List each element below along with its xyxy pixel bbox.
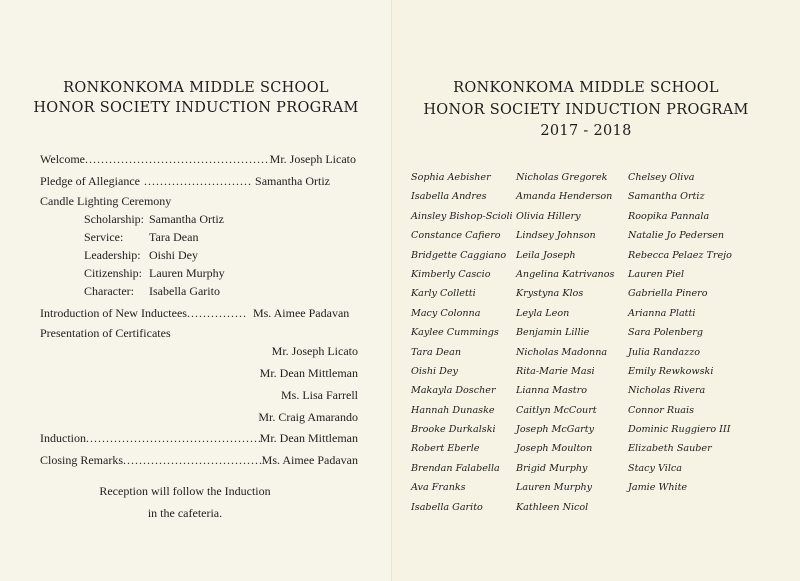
inductee-name: Natalie Jo Pedersen [628, 230, 725, 242]
inductee-name: Bridgette Caggiano [411, 249, 507, 261]
candle-name: Samantha Ortiz [149, 212, 224, 226]
inductee-name: Rebecca Pelaez Trejo [628, 249, 732, 261]
inductee-name: Stacy Vilca [628, 462, 682, 474]
inductee-name: Makayla Doscher [411, 385, 496, 397]
welcome-label: Welcome [40, 152, 86, 166]
candle-name: Lauren Murphy [149, 266, 225, 280]
inductee-name: Constance Cafiero [411, 230, 501, 242]
candle-role: Citizenship: [84, 266, 142, 280]
inductee-name: Arianna Platti [628, 307, 696, 319]
inductee-name: Krystyna Klos [516, 288, 584, 300]
program-title: HONOR SOCIETY INDUCTION PROGRAM [33, 100, 359, 116]
inductee-name: Ava Franks [411, 482, 466, 494]
inductee-name: Rita-Marie Masi [516, 365, 595, 377]
school-year: 2017 - 2018 [540, 123, 632, 139]
pledge-label: Pledge of Allegiance [40, 174, 140, 188]
inductee-name: Amanda Henderson [516, 191, 613, 203]
inductee-name: Ainsley Bishop-Scioli [411, 210, 513, 222]
inductee-name: Brendan Falabella [411, 462, 500, 474]
inductee-name: Isabella Garito [411, 501, 483, 513]
welcome-line [40, 152, 356, 167]
induction-line [40, 431, 358, 446]
inductee-name: Emily Rewkowski [628, 365, 714, 377]
inductee-name: Hannah Dunaske [411, 404, 495, 416]
inductee-name: Brooke Durkalski [411, 424, 496, 436]
inductee-name: Oishi Dey [411, 365, 458, 377]
leader-dots [187, 306, 247, 321]
inductee-name: Angelina Katrivanos [516, 268, 615, 280]
reception-note: Reception will follow the Induction [99, 484, 271, 498]
inductee-name: Sophia Aebisher [411, 172, 491, 183]
inductee-name: Julia Randazzo [628, 346, 701, 358]
inductee-name: Gabriella Pinero [628, 288, 708, 300]
inductee-name: Lindsey Johnson [516, 230, 596, 242]
inductee-name: Robert Eberle [411, 443, 480, 455]
inductee-name: Joseph McGarty [516, 424, 595, 436]
inductee-name: Lauren Murphy [516, 482, 593, 494]
candle-role: Scholarship: [84, 212, 144, 226]
inductee-name: Chelsey Oliva [628, 172, 695, 183]
certificates-heading: Presentation of Certificates [40, 326, 171, 340]
inductee-name: Joseph Moulton [516, 443, 593, 455]
closing-speaker: Ms. Aimee Padavan [261, 453, 358, 467]
school-title: RONKONKOMA MIDDLE SCHOOL [453, 80, 719, 96]
presenter: Mr. Craig Amarando [258, 410, 358, 424]
inductee-column-3 [628, 168, 732, 498]
inductee-name: Lianna Mastro [516, 385, 587, 397]
program-page [0, 0, 392, 581]
leader-dots [144, 174, 251, 189]
closing-label: Closing Remarks [40, 453, 123, 467]
inductee-name: Elizabeth Sauber [628, 443, 712, 455]
inductee-name: Nicholas Rivera [628, 385, 706, 397]
inductee-name: Dominic Ruggiero III [628, 424, 731, 436]
inductee-name: Isabella Andres [411, 191, 487, 203]
school-title: RONKONKOMA MIDDLE SCHOOL [63, 80, 329, 96]
pledge-speaker: Samantha Ortiz [255, 174, 330, 188]
inductee-name: Kimberly Cascio [411, 268, 491, 280]
inductee-name: Roopika Pannala [628, 210, 710, 222]
candle-role: Leadership: [84, 248, 141, 262]
inductee-name: Connor Ruais [628, 404, 694, 416]
inductee-name: Leila Joseph [516, 249, 576, 261]
candle-heading: Candle Lighting Ceremony [40, 194, 172, 208]
inductee-name: Olivia Hillery [516, 210, 581, 222]
intro-label: Introduction of New Inductees [40, 306, 187, 320]
inductee-name: Samantha Ortiz [628, 191, 705, 203]
inductee-name: Leyla Leon [516, 307, 570, 319]
inductee-name: Sara Polenberg [628, 327, 703, 339]
presenter: Ms. Lisa Farrell [281, 388, 358, 402]
leader-dots [85, 152, 270, 167]
closing-line [40, 453, 358, 468]
inductee-name: Jamie White [628, 482, 688, 494]
candle-name: Isabella Garito [149, 284, 220, 298]
candle-role: Service: [84, 230, 124, 244]
leader-dots [123, 453, 262, 468]
pledge-line [40, 174, 330, 189]
inductee-name: Kathleen Nicol [516, 501, 589, 513]
inductee-name: Benjamin Lillie [516, 327, 590, 339]
reception-location: in the cafeteria. [147, 506, 223, 520]
program-title: HONOR SOCIETY INDUCTION PROGRAM [423, 102, 749, 118]
induction-speaker: Mr. Dean Mittleman [259, 431, 358, 445]
leader-dots [86, 431, 260, 446]
inductee-name: Karly Colletti [411, 288, 476, 300]
presenter: Mr. Joseph Licato [271, 344, 358, 358]
presenter: Mr. Dean Mittleman [259, 366, 358, 380]
intro-speaker: Ms. Aimee Padavan [252, 306, 350, 320]
candle-name: Oishi Dey [149, 248, 198, 262]
inductee-name: Nicholas Madonna [516, 346, 608, 358]
induction-label: Induction [40, 431, 86, 445]
inductee-name: Kaylee Cummings [411, 327, 499, 339]
inductee-name: Brigid Murphy [516, 462, 588, 474]
inductee-column-1 [411, 168, 513, 517]
inductee-name: Caitlyn McCourt [516, 404, 597, 416]
roster-page [392, 0, 800, 581]
candle-role: Character: [84, 284, 134, 298]
inductee-name: Lauren Piel [628, 268, 685, 280]
inductee-name: Tara Dean [411, 346, 461, 358]
inductee-name: Macy Colonna [411, 307, 481, 319]
inductee-column-2 [516, 168, 614, 517]
inductee-name: Nicholas Gregorek [516, 172, 608, 183]
intro-line [40, 306, 354, 321]
candle-name: Tara Dean [149, 230, 199, 244]
welcome-speaker: Mr. Joseph Licato [269, 152, 356, 166]
